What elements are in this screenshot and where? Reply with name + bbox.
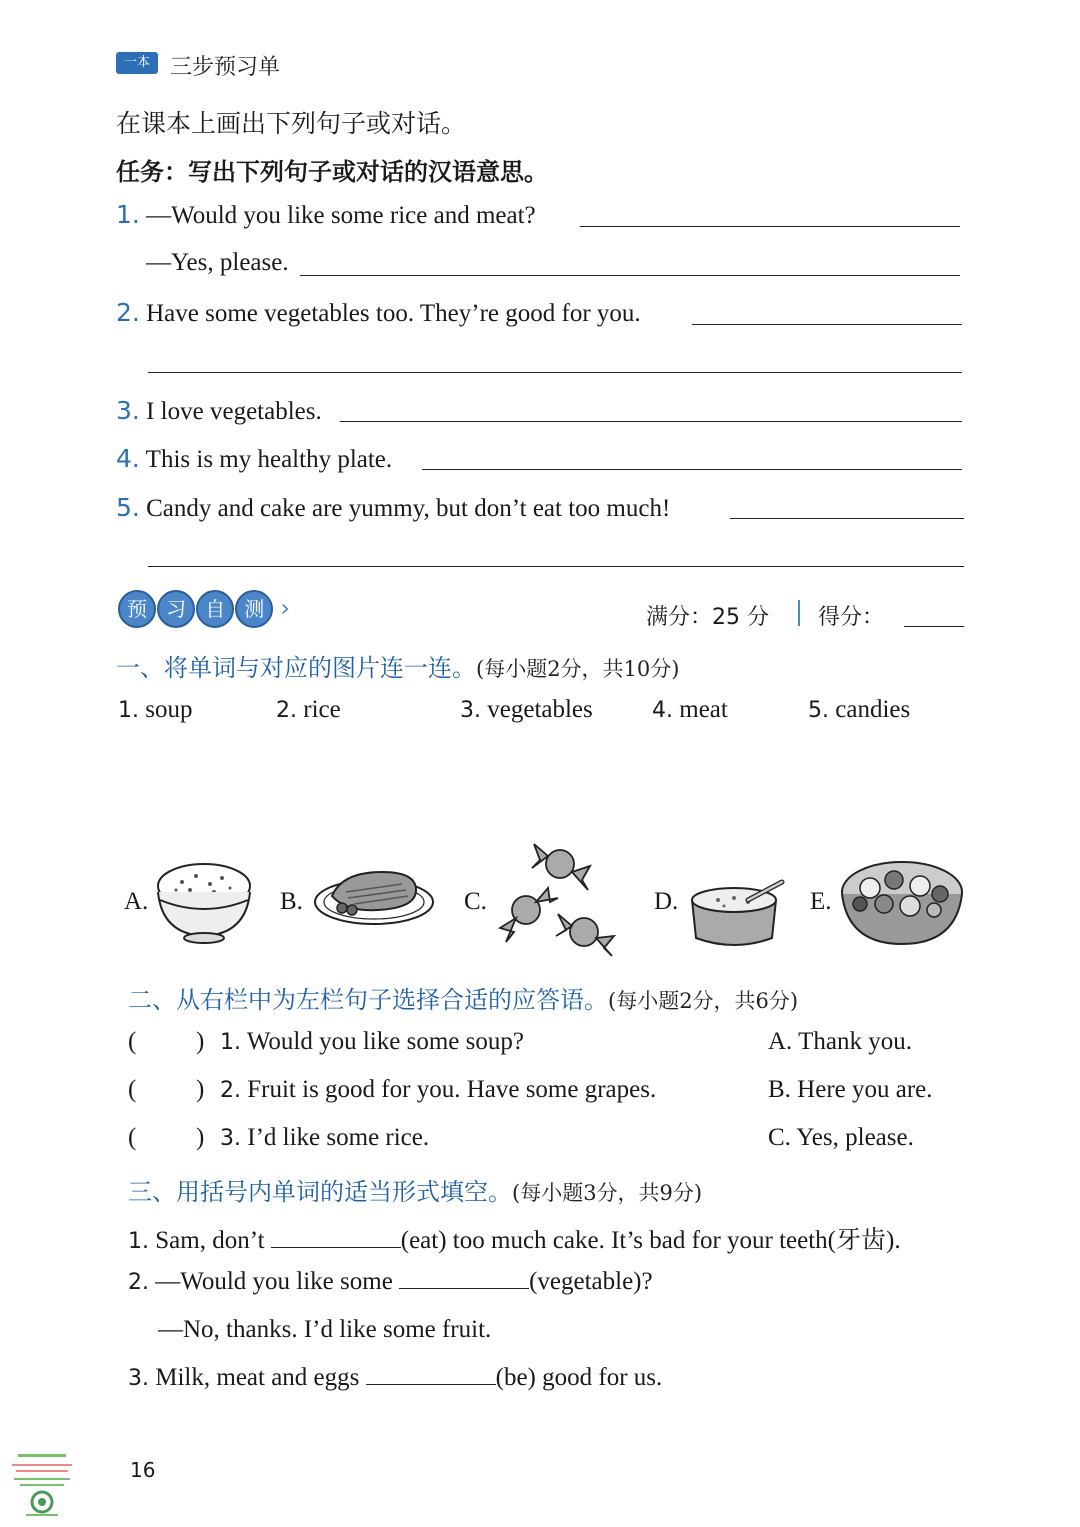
translate-item-2 [116,298,641,328]
fill-blank-2[interactable] [399,1288,529,1289]
steak-plate-icon [312,864,436,928]
match-question-3 [220,1124,429,1152]
score-label: 得分： [818,605,885,630]
section-note: (每小题2分，共6分) [608,989,799,1013]
translate-item-1b [146,249,289,277]
item-number: 3. [128,1366,149,1391]
item-text-after: (vegetable)? [529,1268,653,1295]
instruction-text: 在课本上画出下列句子或对话。 [116,109,467,138]
paren-right: ) [196,1028,205,1055]
section2-heading [128,980,798,1015]
answer-line[interactable] [692,324,962,325]
paren-right: ) [196,1124,205,1151]
answer-line[interactable] [300,275,960,276]
section-note: (每小题2分，共10分) [476,657,680,681]
task-text: 任务：写出下列句子或对话的汉语意思。 [116,158,548,186]
answer-box-1[interactable] [138,1030,190,1058]
section-note: (每小题3分，共9分) [512,1181,703,1205]
item-text: Fruit is good for you. Have some grapes. [247,1076,657,1103]
item-number: 3. [220,1126,241,1151]
item-number: 5. [116,493,140,522]
item-text: —No, thanks. I’d like some fruit. [158,1316,492,1343]
item-text: This is my healthy plate. [145,446,393,473]
selftest-heading [118,590,290,628]
translate-item-1 [116,200,536,230]
match-answer-b: B. Here you are. [768,1076,933,1103]
fill-item-2b [158,1316,491,1344]
paren-left: ( [128,1124,137,1151]
score-divider [798,600,800,626]
chevron-right-icon: › [280,594,290,622]
picture-label-c: C. [464,888,487,915]
heading-char: 测 [235,590,273,628]
answer-box-3[interactable] [138,1126,190,1154]
heading-char: 预 [118,590,156,628]
answer-line[interactable] [148,372,962,373]
page-number: 16 [130,1458,156,1482]
fill-item-1 [128,1220,901,1256]
fill-blank-1[interactable] [271,1247,401,1248]
item-text: —Yes, please. [146,249,289,276]
item-number: 1. [116,200,140,229]
word-text: candies [835,696,911,723]
word-text: meat [679,696,728,723]
answer-line[interactable] [340,421,962,422]
picture-label-a: A. [124,888,149,915]
item-text: Candy and cake are yummy, but don’t eat too much! [146,495,671,522]
word-2 [276,696,341,724]
word-text: rice [303,696,341,723]
item-text: I love vegetables. [146,398,322,425]
translate-item-3 [116,396,322,426]
candies-icon [496,838,620,958]
item-text: —Would you like some rice and meat? [146,202,536,229]
item-text: I’d like some rice. [247,1124,430,1151]
word-number: 3. [460,698,481,723]
watermark-logo-icon [10,1452,74,1518]
vegetable-bowl-icon [840,852,964,948]
word-5 [808,696,910,724]
section3-heading [128,1172,702,1207]
word-number: 1. [118,698,139,723]
paren-left: ( [128,1076,137,1103]
item-number: 2. [220,1078,241,1103]
page-header-title: 三步预习单 [170,55,281,80]
item-text-before: Sam, don’t [155,1227,265,1254]
section-title: 三、用括号内单词的适当形式填空。 [128,1178,512,1206]
answer-line[interactable] [148,566,964,567]
match-question-2 [220,1076,656,1104]
item-text: Would you like some soup? [246,1028,524,1055]
heading-char: 习 [157,590,195,628]
word-text: vegetables [487,696,593,723]
section-title: 二、从右栏中为左栏句子选择合适的应答语。 [128,986,608,1014]
fill-blank-3[interactable] [366,1384,496,1385]
match-answer-c: C. Yes, please. [768,1124,914,1151]
answer-line[interactable] [422,469,962,470]
item-text: Have some vegetables too. They’re good for you. [146,300,641,327]
match-question-1 [220,1028,524,1056]
picture-label-b: B. [280,888,303,915]
soup-cup-icon [688,878,792,952]
match-answer-a: A. Thank you. [768,1028,912,1055]
word-number: 5. [808,698,829,723]
item-number: 4. [116,444,140,473]
score-input-line[interactable] [904,626,964,627]
section-title: 一、将单词与对应的图片连一连。 [116,654,476,682]
item-number: 1. [220,1030,241,1055]
item-number: 2. [128,1270,149,1295]
word-1 [118,696,192,724]
paren-left: ( [128,1028,137,1055]
word-number: 4. [652,698,673,723]
answer-box-2[interactable] [138,1078,190,1106]
item-text-after: (be) good for us. [495,1364,663,1391]
item-number: 1. [128,1229,149,1254]
picture-label-d: D. [654,888,679,915]
picture-label-e: E. [810,888,832,915]
word-4 [652,696,728,724]
translate-item-5 [116,493,670,523]
heading-char: 自 [196,590,234,628]
word-3 [460,696,593,724]
item-number: 2. [116,298,140,327]
answer-line[interactable] [580,226,960,227]
translate-item-4 [116,444,392,474]
answer-line[interactable] [730,518,964,519]
item-number: 3. [116,396,140,425]
item-text-after: (eat) too much cake. It’s bad for your teeth(牙齿). [400,1227,901,1254]
fill-item-2 [128,1268,653,1296]
publisher-badge: 一本 [116,52,158,74]
section1-heading [116,648,679,683]
rice-bowl-icon [152,856,256,946]
full-score: 满分：25 分 [646,605,769,630]
item-text-before: —Would you like some [155,1268,393,1295]
paren-right: ) [196,1076,205,1103]
item-text-before: Milk, meat and eggs [155,1364,360,1391]
fill-item-3 [128,1364,662,1392]
word-text: soup [145,696,193,723]
word-number: 2. [276,698,297,723]
